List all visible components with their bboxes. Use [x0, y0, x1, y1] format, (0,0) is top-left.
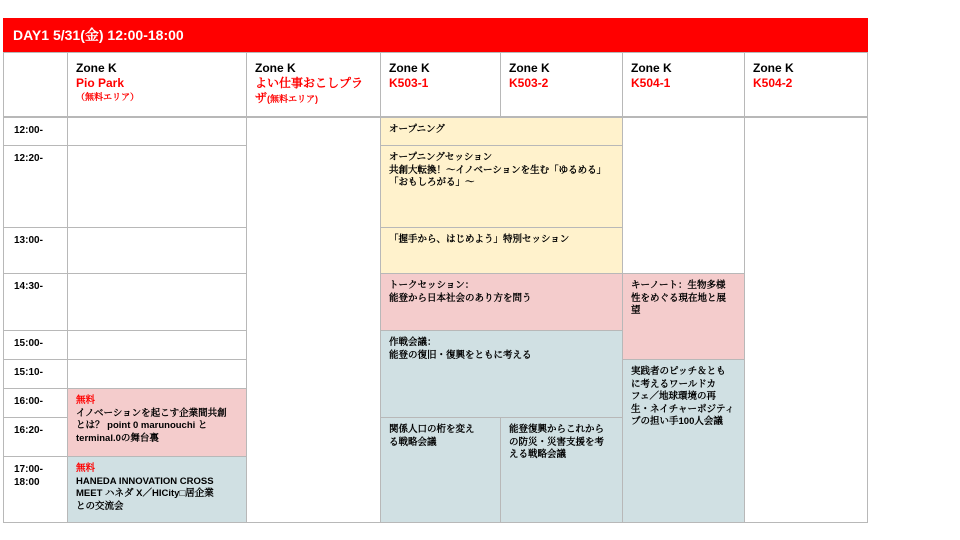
- room-label: K503-1: [389, 76, 429, 90]
- event-line: る戦略会議: [389, 436, 437, 448]
- event-line: トークセッション：: [389, 280, 475, 291]
- event-innovation-cocreation: [67, 388, 247, 457]
- event-talk-session: [380, 273, 623, 331]
- empty-slot: [67, 330, 247, 360]
- event-line: 生・ネイチャーポジティ: [631, 403, 735, 415]
- event-line: える戦略会議: [509, 449, 567, 460]
- event-keynote-biodiversity: [622, 273, 745, 360]
- event-line: 関係人口の桁を変え: [389, 424, 475, 435]
- free-area-note: （無料エリア）: [76, 92, 140, 102]
- zone-label: Zone K: [753, 61, 794, 75]
- empty-slot: [67, 359, 247, 389]
- header-k504-1: [622, 52, 745, 117]
- empty-slot: [744, 117, 868, 523]
- header-yoi-shigoto: [246, 52, 381, 117]
- empty-slot: [67, 145, 247, 228]
- free-area-note: (無料エリア): [267, 94, 319, 104]
- event-line: 能登復興からこれから: [509, 424, 605, 435]
- event-opening-session: [380, 145, 623, 228]
- event-line: 実践者のピッチ＆とも: [631, 366, 726, 377]
- event-line: 能登から日本社会のあり方を問う: [389, 292, 532, 304]
- event-opening: オープニング: [380, 117, 623, 146]
- event-line: との交流会: [76, 500, 124, 512]
- time-1300: 13:00-: [3, 227, 68, 274]
- zone-label: Zone K: [389, 61, 430, 75]
- event-pitch-world-cafe: [622, 359, 745, 523]
- event-line: 性をめぐる現在地と展: [631, 292, 727, 304]
- event-line: に考えるワールドカ: [631, 378, 717, 390]
- header-k503-2: [500, 52, 623, 117]
- event-line: とは？ point 0 marunouchi と: [76, 420, 208, 431]
- event-handshake-special: 「握手から、はじめよう」特別セッション: [380, 227, 623, 274]
- event-strategy-meeting: [380, 330, 623, 418]
- header-k503-1: [380, 52, 501, 117]
- room-label: K503-2: [509, 76, 549, 90]
- free-badge: 無料: [76, 463, 96, 474]
- event-line: MEET ハネダ X／HICity□居企業: [76, 488, 214, 499]
- free-badge: 無料: [76, 395, 96, 406]
- time-1510: 15:10-: [3, 359, 68, 389]
- corner-cell: [3, 52, 68, 117]
- event-line: ブの担い手100人会議: [631, 416, 723, 427]
- event-line: オープニングセッション: [389, 152, 493, 163]
- time-1430: 14:30-: [3, 273, 68, 331]
- event-line: 能登の復旧・復興をともに考える: [389, 349, 532, 361]
- event-line: HANEDA INNOVATION CROSS: [76, 475, 214, 487]
- event-line: terminal.0の舞台裏: [76, 432, 159, 444]
- event-haneda-innovation: [67, 456, 247, 523]
- zone-label: Zone K: [255, 61, 296, 75]
- event-line: 共創大転換！～イノベーションを生む「ゆるめる」: [389, 164, 607, 176]
- zone-label: Zone K: [631, 61, 672, 75]
- empty-slot: [67, 117, 247, 146]
- zone-label: Zone K: [509, 61, 550, 75]
- header-k504-2: [744, 52, 868, 117]
- time-1600: 16:00-: [3, 388, 68, 418]
- empty-slot: [622, 117, 745, 274]
- empty-slot: [67, 227, 247, 274]
- time-1220: 12:20-: [3, 145, 68, 228]
- empty-slot: [67, 273, 247, 331]
- room-label: K504-1: [631, 76, 671, 90]
- event-relation-population: [380, 417, 501, 523]
- event-line: イノベーションを起こす企業間共創: [76, 407, 227, 419]
- event-line: の防災・災害支援を考: [509, 436, 605, 448]
- day-title: DAY1 5/31(金) 12:00-18:00: [3, 18, 868, 52]
- event-disaster-recovery: [500, 417, 623, 523]
- room-label: よい仕事おこしプラザ: [255, 76, 364, 105]
- time-1500: 15:00-: [3, 330, 68, 360]
- room-label: Pio Park: [76, 76, 125, 90]
- time-1700-1800: 17:00- 18:00: [3, 456, 68, 523]
- event-line: キーノート：生物多様: [631, 280, 726, 291]
- header-pio-park: [67, 52, 247, 117]
- time-1200: 12:00-: [3, 117, 68, 146]
- event-line: フェ／地球環境の再: [631, 391, 717, 402]
- time-1620: 16:20-: [3, 417, 68, 457]
- zone-label: Zone K: [76, 61, 117, 75]
- event-line: 「おもしろがる」～: [389, 177, 475, 188]
- event-line: 望: [631, 305, 641, 316]
- room-label: K504-2: [753, 76, 793, 90]
- empty-slot: [246, 117, 381, 523]
- event-line: 作戦会議：: [389, 337, 437, 348]
